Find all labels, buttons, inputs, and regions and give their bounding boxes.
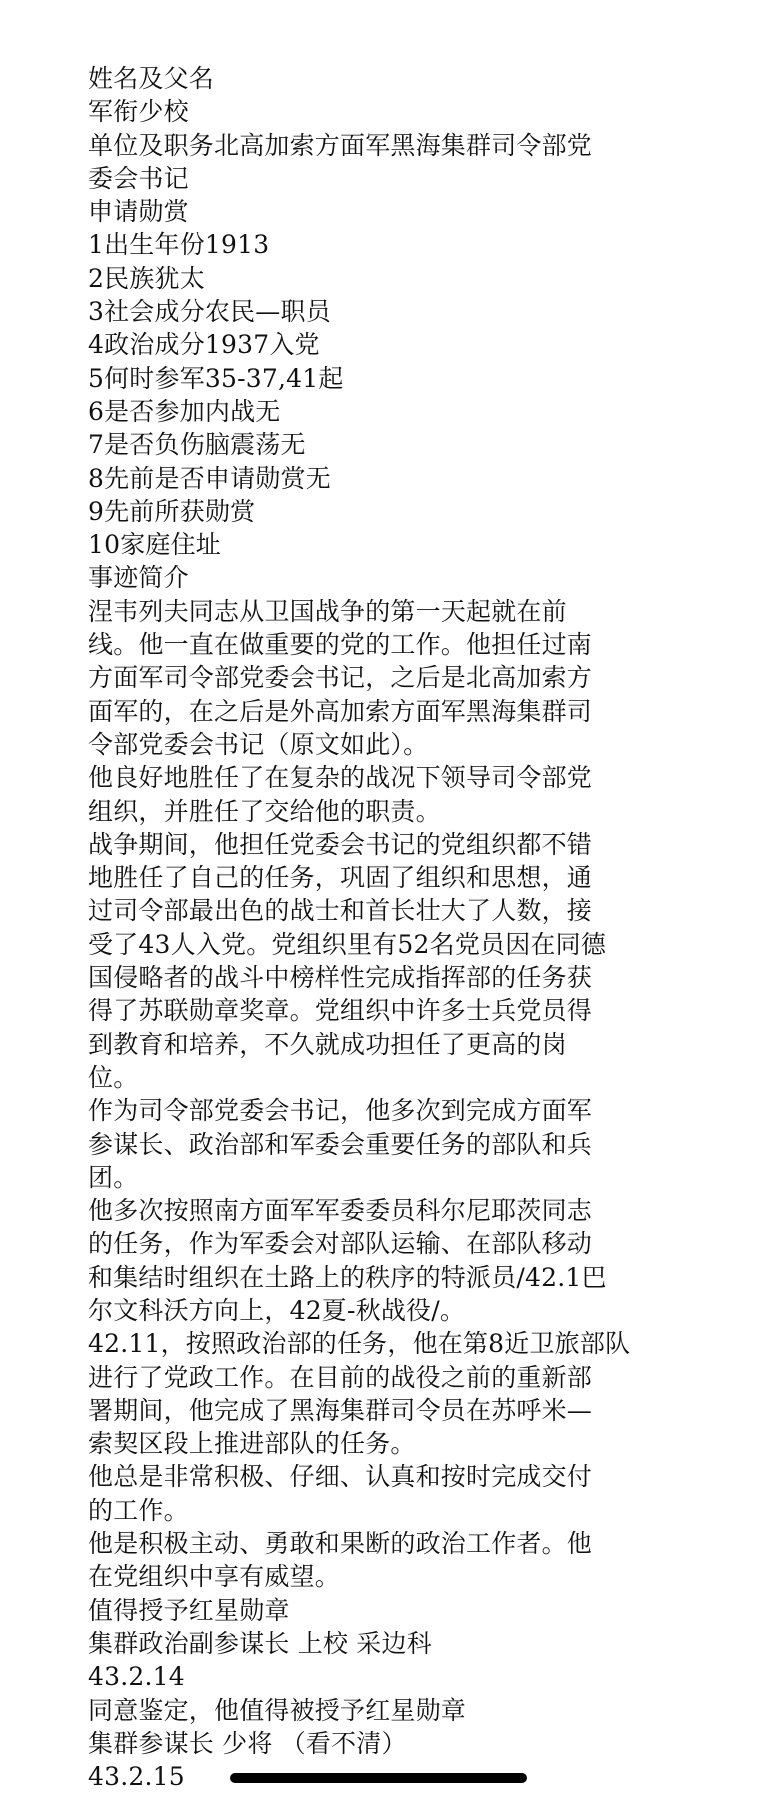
field-civil-war: 6是否参加内战无 [88,396,281,426]
body-line: 的任务，作为军委会对部队运输、在部队移动 [88,1229,593,1259]
body-line: 组织，并胜任了交给他的职责。 [88,796,441,826]
approval-date: 43.2.15 [88,1762,185,1792]
field-party-status: 4政治成分1937入党 [88,330,320,360]
body-line: 到教育和培养，不久就成功担任了更高的岗 [88,1029,567,1059]
body-line: 作为司令部党委会书记，他多次到完成方面军 [88,1096,593,1126]
approval-line: 同意鉴定，他值得被授予红星勋章 [88,1695,467,1725]
field-birth-year: 1出生年份1913 [88,230,270,260]
field-wounds: 7是否负伤脑震荡无 [88,430,306,460]
body-line: 令部党委会书记（原文如此）。 [88,729,429,759]
award-document-text [88,62,678,1793]
body-line: 涅韦列夫同志从卫国战争的第一天起就在前 [88,596,567,626]
body-line: 他良好地胜任了在复杂的战况下领导司令部党 [88,763,593,793]
body-line: 在党组织中享有威望。 [88,1562,341,1592]
body-line: 索契区段上推进部队的任务。 [88,1429,416,1459]
body-line: 的工作。 [88,1495,189,1525]
body-line: 线。他一直在做重要的党的工作。他担任过南 [88,630,593,660]
body-line: 位。 [88,1062,139,1092]
body-line: 地胜任了自己的任务，巩固了组织和思想，通 [88,863,593,893]
field-unit-position: 单位及职务北高加索方面军黑海集群司令部党 [88,130,593,160]
home-indicator[interactable] [230,1773,527,1783]
field-nationality: 2民族犹太 [88,263,205,293]
body-line: 他总是非常积极、仔细、认真和按时完成交付 [88,1462,593,1492]
signatory-line: 集群政治副参谋长 上校 采边科 [88,1628,432,1658]
body-line: 署期间，他完成了黑海集群司令员在苏呼米— [88,1395,593,1425]
recommendation-line: 值得授予红星勋章 [88,1595,290,1625]
field-name: 姓名及父名 [88,64,215,93]
body-line: 战争期间，他担任党委会书记的党组织都不错 [88,829,593,859]
field-rank: 军衔少校 [88,97,189,127]
field-unit-position-cont: 委会书记 [88,163,189,193]
field-prior-awards: 9先前所获勋赏 [88,496,256,526]
body-line: 受了43人入党。党组织里有52名党员因在同德 [88,929,607,959]
field-home-address: 10家庭住址 [88,530,222,560]
body-line: 面军的，在之后是外高加索方面军黑海集群司 [88,696,593,726]
body-line: 42.11，按照政治部的任务，他在第8近卫旅部队 [88,1329,631,1359]
body-line: 尔文科沃方向上，42夏-秋战役/。 [88,1295,466,1325]
signature-date: 43.2.14 [88,1662,185,1692]
body-line: 团。 [88,1162,139,1192]
body-line: 国侵略者的战斗中榜样性完成指挥部的任务获 [88,963,593,993]
body-line: 他多次按照南方面军军委委员科尔尼耶茨同志 [88,1196,593,1226]
field-award-requested: 申请勋赏 [88,197,189,227]
body-line: 进行了党政工作。在目前的战役之前的重新部 [88,1362,593,1392]
field-social-origin: 3社会成分农民—职员 [88,297,331,327]
body-line: 过司令部最出色的战士和首长壮大了人数，接 [88,896,593,926]
body-line: 得了苏联勋章奖章。党组织中许多士兵党员得 [88,996,593,1026]
approver-line: 集群参谋长 少将 （看不清） [88,1728,407,1758]
field-service-start: 5何时参军35-37,41起 [88,363,344,393]
body-line: 他是积极主动、勇敢和果断的政治工作者。他 [88,1529,593,1559]
body-line: 方面军司令部党委会书记，之后是北高加索方 [88,663,593,693]
body-line: 和集结时组织在土路上的秩序的特派员/42.1巴 [88,1262,607,1292]
section-heading-summary: 事迹简介 [88,563,189,593]
field-prior-nominations: 8先前是否申请勋赏无 [88,463,331,493]
body-line: 参谋长、政治部和军委会重要任务的部队和兵 [88,1129,593,1159]
